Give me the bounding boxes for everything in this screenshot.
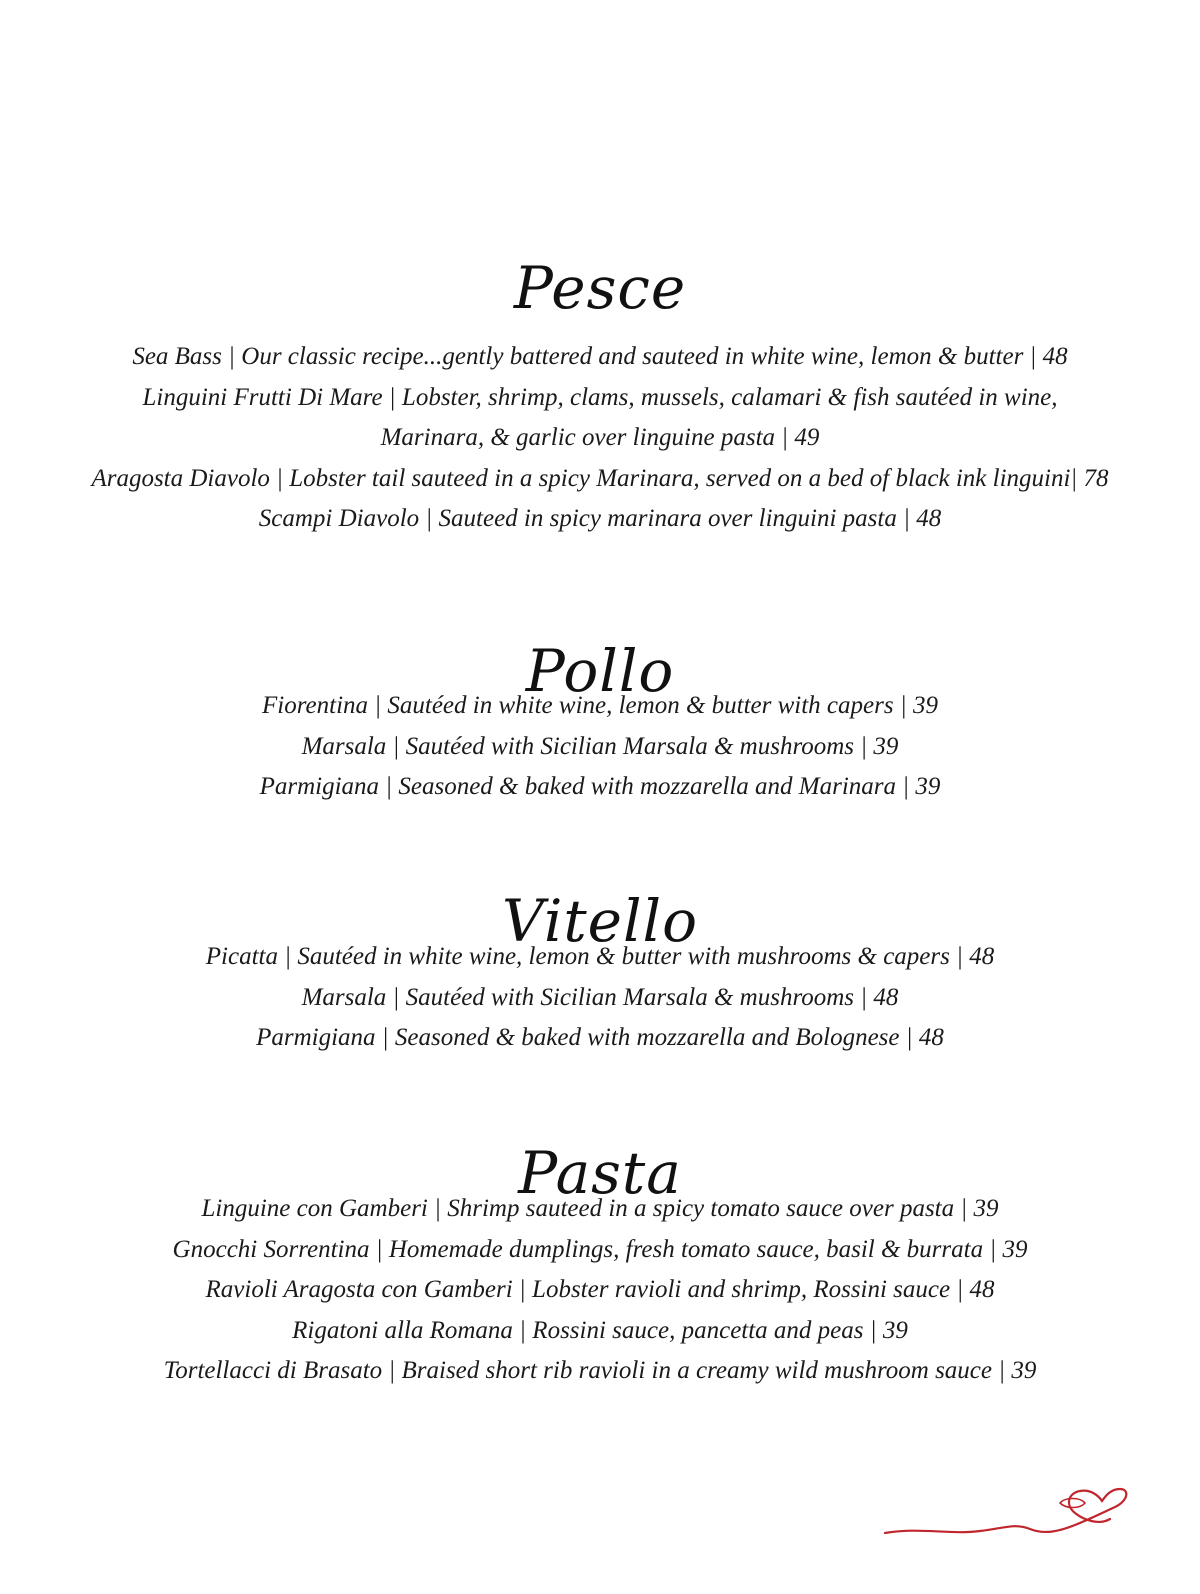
menu-item: Scampi Diavolo | Sauteed in spicy marinara over linguini pasta | 48	[258, 505, 942, 532]
menu-list-vitello	[0, 937, 1200, 1059]
menu-item: Parmigiana | Seasoned & baked with mozzarella and Marinara | 39	[259, 773, 941, 800]
heart-swirl-icon	[880, 1485, 1130, 1545]
section-title-pollo: Pollo	[525, 637, 675, 706]
menu-item: Linguine con Gamberi | Shrimp sauteed in a spicy tomato sauce over pasta | 39	[201, 1195, 999, 1222]
menu-list-pesce	[0, 337, 1200, 540]
menu-list-pollo	[0, 686, 1200, 808]
section-title-pesce: Pesce	[513, 254, 687, 323]
menu-item: Gnocchi Sorrentina | Homemade dumplings, fresh tomato sauce, basil & burrata | 39	[172, 1235, 1028, 1263]
menu-item: Ravioli Aragosta con Gamberi | Lobster ravioli and shrimp, Rossini sauce | 48	[205, 1276, 995, 1303]
section-title-vitello: Vitello	[501, 887, 699, 956]
menu-item: Linguini Frutti Di Mare | Lobster, shrimp, clams, mussels, calamari & fish sautéed in wine,	[142, 383, 1058, 411]
menu-item: Marinara, & garlic over linguine pasta | 49	[380, 424, 820, 451]
section-title-pasta: Pasta	[518, 1139, 682, 1208]
menu-item: Tortellacci di Brasato | Braised short rib ravioli in a creamy wild mushroom sauce | 39	[163, 1357, 1037, 1384]
menu-item: Sea Bass | Our classic recipe...gently battered and sauteed in white wine, lemon & butter | 48	[132, 343, 1068, 370]
menu-item: Aragosta Diavolo | Lobster tail sauteed in a spicy Marinara, served on a bed of black ink linguini| 78	[91, 464, 1109, 492]
menu-item: Picatta | Sautéed in white wine, lemon & butter with mushrooms & capers | 48	[205, 943, 995, 970]
menu-item: Fiorentina | Sautéed in white wine, lemon & butter with capers | 39	[262, 692, 938, 719]
menu-item: Marsala | Sautéed with Sicilian Marsala & mushrooms | 48	[301, 983, 899, 1011]
menu-item: Rigatoni alla Romana | Rossini sauce, pancetta and peas | 39	[292, 1316, 908, 1344]
menu-list-pasta	[0, 1189, 1200, 1392]
menu-item: Parmigiana | Seasoned & baked with mozzarella and Bolognese | 48	[256, 1024, 944, 1051]
menu-item: Marsala | Sautéed with Sicilian Marsala & mushrooms | 39	[301, 732, 899, 760]
